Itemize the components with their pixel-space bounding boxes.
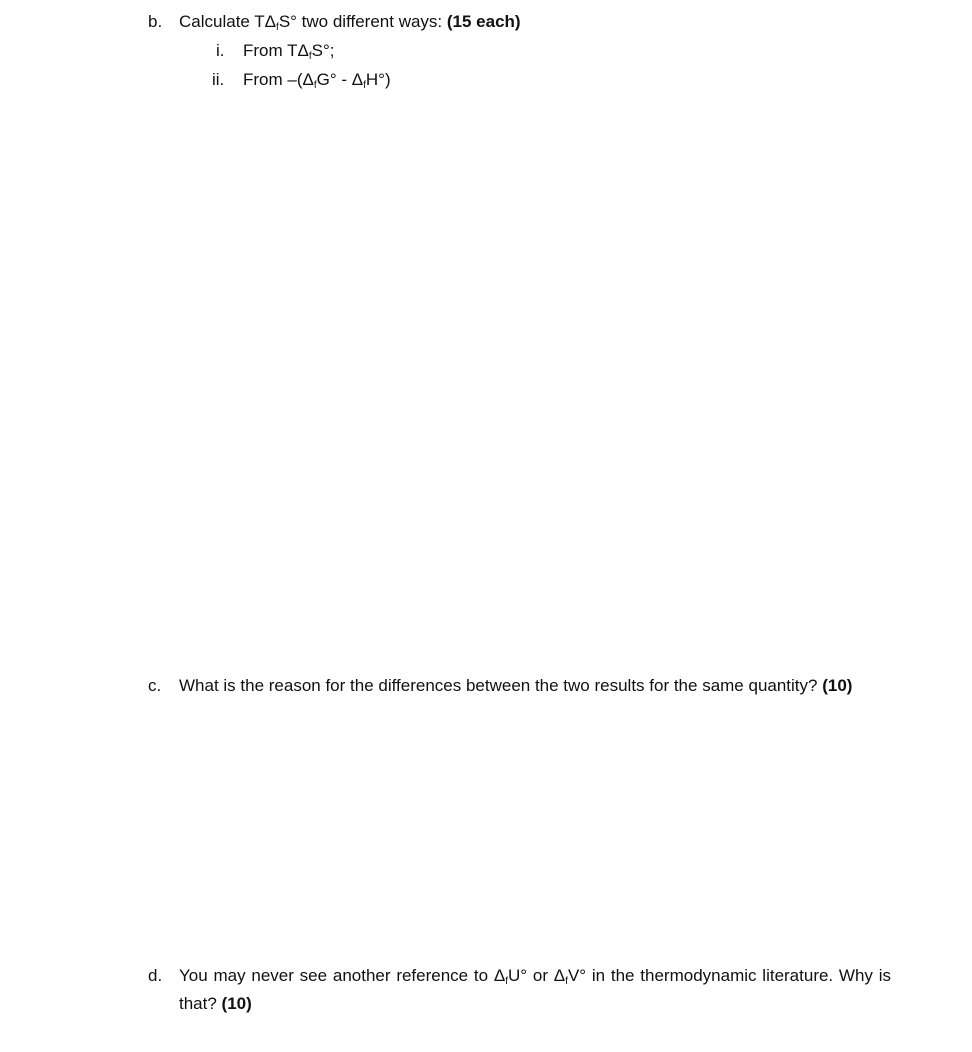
- points: (10): [822, 676, 853, 695]
- text: Calculate TΔ: [179, 12, 277, 31]
- item-label: i.: [216, 41, 225, 60]
- subscript: f: [276, 22, 279, 33]
- text: From TΔ: [243, 41, 309, 60]
- question-b: [148, 12, 948, 102]
- points: (10): [221, 994, 252, 1013]
- text: U° or Δ: [508, 966, 566, 985]
- question-c-label: c.: [148, 676, 162, 695]
- question-d: [148, 966, 898, 1026]
- question-b-text: [179, 8, 521, 36]
- item-label: ii.: [212, 70, 225, 89]
- question-d-label: d.: [148, 966, 163, 985]
- subscript: f: [313, 80, 317, 91]
- text: You may never see another reference to Δ: [179, 966, 506, 985]
- subscript: f: [308, 51, 312, 62]
- subscript: f: [505, 976, 509, 987]
- question-b-label: b.: [148, 12, 163, 31]
- subscript: f: [565, 976, 568, 987]
- text: From –(Δ: [243, 70, 314, 89]
- points: (15 each): [446, 12, 521, 31]
- question-c: [148, 676, 898, 736]
- text: G° - Δ: [316, 70, 364, 89]
- text: V° in the thermodynamic literature. Why is that?: [179, 966, 891, 1013]
- text: S° two different ways:: [278, 12, 447, 31]
- item-text: [243, 41, 334, 61]
- subscript: f: [363, 80, 366, 91]
- text: What is the reason for the differences between the two results for the same quantity?: [179, 676, 823, 695]
- question-c-text: [179, 672, 891, 700]
- question-d-text: [179, 962, 891, 1018]
- item-text: [243, 70, 391, 90]
- text: S°;: [311, 41, 335, 60]
- text: H°): [365, 70, 391, 89]
